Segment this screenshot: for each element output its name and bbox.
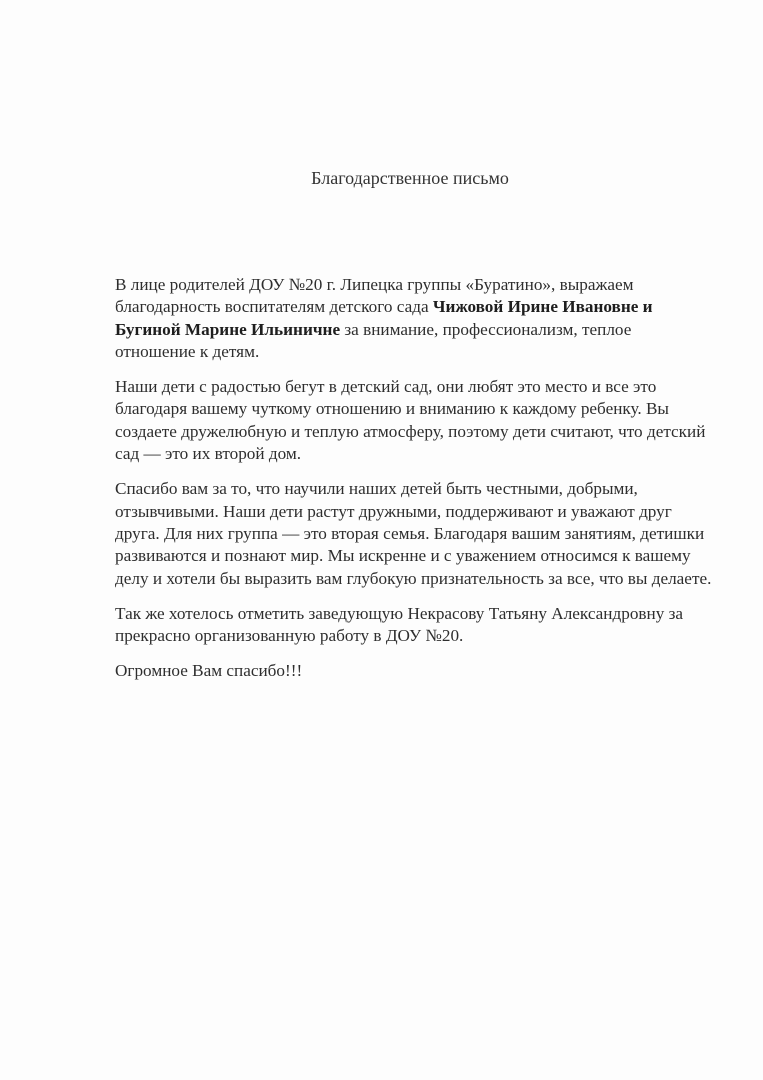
- paragraph-gratitude: [115, 274, 715, 363]
- paragraph-thanks: Спасибо вам за то, что научили наших детей быть честными, добрыми, отзывчивыми. Наши дети растут дружными, поддерживают и уважают друг друга. Для них группа — это вторая семья. Благодаря вашим занятиям, детишки развиваются и познают мир. Мы искренне и с уважением относимся к вашему делу и хотели бы выразить вам глубокую признательность за все, что вы делаете.: [115, 479, 712, 588]
- letter-title: Благодарственное письмо: [311, 168, 509, 188]
- paragraph-children-joy: Наши дети с радостью бегут в детский сад, они любят это место и все это благодаря вашему чуткому отношению и вниманию к каждому ребенку. Вы создаете дружелюбную и теплую атмосферу, поэтому дети считают, что детский сад — это их второй дом.: [115, 377, 706, 464]
- paragraph-head-recognition: Так же хотелось отметить заведующую Некрасову Татьяну Александровну за прекрасно организованную работу в ДОУ №20.: [115, 603, 684, 646]
- teacher-names: Чижовой Ирине Ивановне и Бугиной Марине Ильиничне: [115, 297, 653, 339]
- paragraph-gratitude-reason: за внимание, профессионализм, теплое отношение к детям.: [115, 319, 632, 361]
- letter-body: [115, 274, 715, 696]
- closing-line: Огромное Вам спасибо!!!: [115, 661, 303, 681]
- paragraph-gratitude-intro: В лице родителей ДОУ №20 г. Липецка группы «Буратино», выражаем благодарность воспитателям детского сада: [115, 275, 634, 317]
